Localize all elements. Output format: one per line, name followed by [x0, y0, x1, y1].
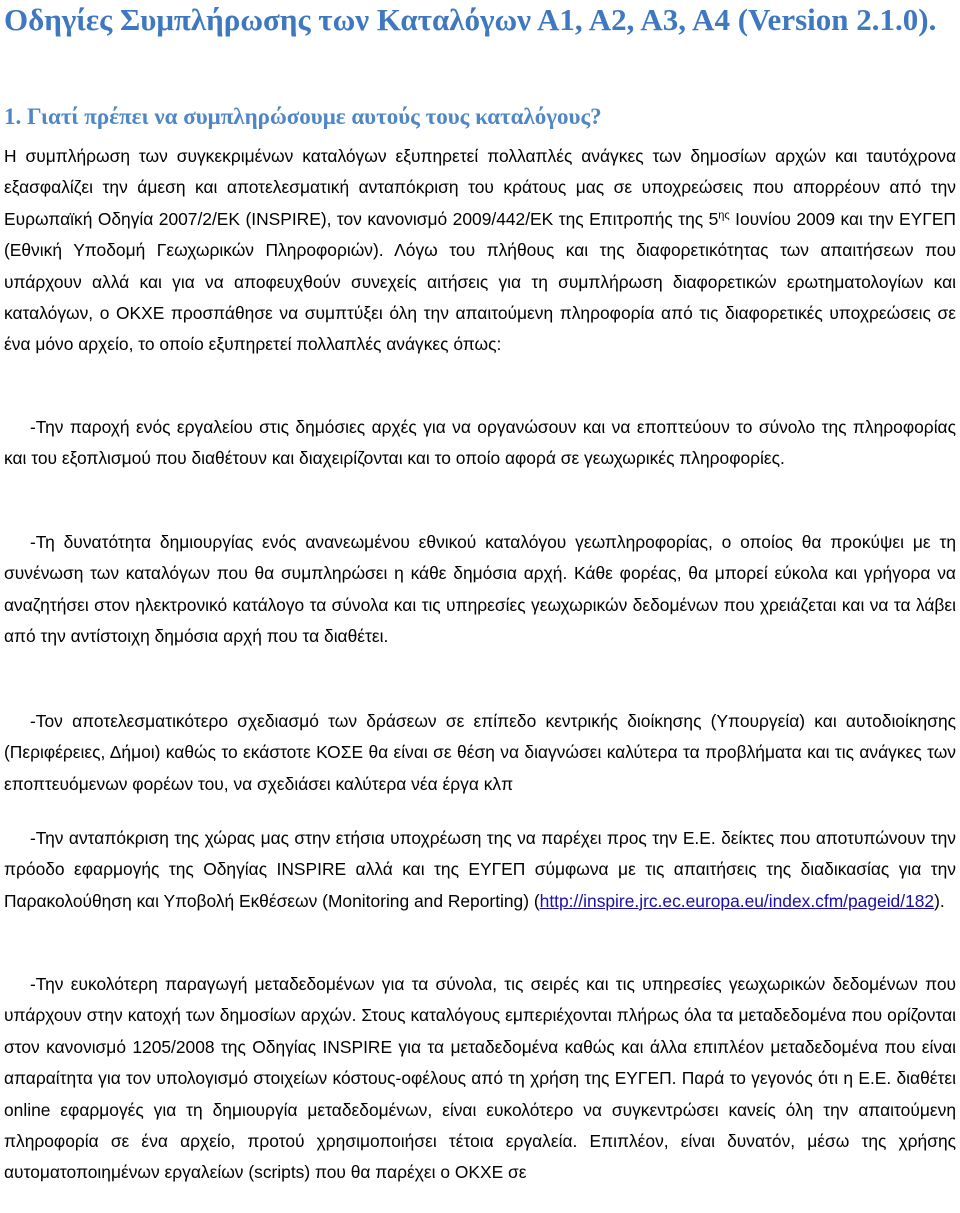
bullet-paragraph-national-catalog: -Τη δυνατότητα δημιουργίας ενός ανανεωμένου εθνικού καταλόγου γεωπληροφορίας, ο οποίος θα προκύψει με τη συνένωση των καταλόγων που θα συμπληρώσει η κάθε δημόσια αρχή. Κάθε φορέας, θα μπορεί εύκολα και γρήγορα να αναζητήσει στον ηλεκτρονικό κατάλογο τα σύνολα και τις υπηρεσίες γεωχωρικών δεδομένων που χρειάζεται και να τα λάβει από την αντίστοιχη δημόσια αρχή που τα διαθέτει.	[4, 532, 956, 647]
bullet-paragraph-planning: -Τον αποτελεσματικότερο σχεδιασμό των δράσεων σε επίπεδο κεντρικής διοίκησης (Υπουργεία) και αυτοδιοίκησης (Περιφέρειες, Δήμοι) καθώς το εκάστοτε ΚΟΣΕ θα είναι σε θέση να διαγνώσει καλύτερα τα προβλήματα και τις ανάγκες των εποπτευόμενων φορέων του, να σχεδιάσει καλύτερα νέα έργα κλπ	[4, 711, 956, 794]
bullet-paragraph-metadata: -Την ευκολότερη παραγωγή μεταδεδομένων για τα σύνολα, τις σειρές και τις υπηρεσίες γεωχωρικών δεδομένων που υπάρχουν στην κατοχή των δημοσίων αρχών. Στους καταλόγους εμπεριέχονται πλήρως όλα τα μεταδεδομένα που ορίζονται στον κανονισμό 1205/2008 της Οδηγίας INSPIRE για τα μεταδεδομένα καθώς και άλλα επιπλέον μεταδεδομένα που είναι απαραίτητα για τον υπολογισμό στοιχείων κόστους-οφέλους από τη χρήση της ΕΥΓΕΠ. Παρά το γεγονός ότι η Ε.Ε. διαθέτει online εφαρμογές για τη δημιουργία μεταδεδομένων, είναι ευκολότερο να συγκεντρώσει κανείς όλη την απαιτούμενη πληροφορία σε ένα αρχείο, προτού χρησιμοποιήσει τέτοια εργαλεία. Επιπλέον, είναι δυνατόν, μέσω της χρήσης αυτοματοποιημένων εργαλείων (scripts) που θα παρέχει ο ΟΚΧΕ σε	[4, 974, 956, 1183]
bullet-paragraph-tool: -Την παροχή ενός εργαλείου στις δημόσιες αρχές για να οργανώσουν και να εποπτεύουν το σύνολο της πληροφορίας και του εξοπλισμού που διαθέτουν και διαχειρίζονται και το οποίο αφορά σε γεωχωρικές πληροφορίες.	[4, 417, 956, 469]
reporting-text-start: -Την ανταπόκριση της χώρας μας στην ετήσια υποχρέωση της να παρέχει προς την Ε.Ε. δείκτες που αποτυπώνουν την πρόοδο εφαρμογής της Οδηγίας INSPIRE αλλά και της ΕΥΓΕΠ σύμφωνα με τις απαιτήσεις της διαδικασίας για την Παρακολούθηση και Υποβολή Εκθέσεων (Monitoring and Reporting) (	[4, 828, 956, 911]
reporting-text-end: ).	[934, 890, 945, 911]
intro-text-end: Ιουνίου 2009 και την ΕΥΓΕΠ (Εθνική Υποδομή Γεωχωρικών Πληροφοριών). Λόγω του πλήθους και της διαφορετικότητας των απαιτήσεων που υπάρχουν αλλά και για να αποφευχθούν συνεχείς αιτήσεις για τη συμπλήρωση διαφορετικών ερωτηματολογίων και καταλόγων, ο ΟΚΧΕ προσπάθησε να συμπτύξει όλη την απαιτούμενη πληροφορία από τις διαφορετικές υποχρεώσεις σε ένα μόνο αρχείο, το οποίο εξυπηρετεί πολλαπλές ανάγκες όπως:	[4, 208, 956, 355]
ordinal-superscript: ης	[718, 209, 730, 222]
document-title: Οδηγίες Συμπλήρωσης των Καταλόγων Α1, Α2, Α3, Α4 (Version 2.1.0).	[4, 2, 937, 37]
intro-text-start: Η συμπλήρωση των συγκεκριμένων καταλόγων εξυπηρετεί πολλαπλές ανάγκες των δημοσίων αρχών και ταυτόχρονα εξασφαλίζει την άμεση και αποτελεσματική ανταπόκριση του κράτους μας σε υποχρεώσεις που απορρέουν από την Ευρωπαϊκή Οδηγία 2007/2/ΕΚ (INSPIRE), τον κανονισμό 2009/442/ΕΚ της Επιτροπής της 5	[4, 146, 956, 229]
section-heading: 1. Γιατί πρέπει να συμπληρώσουμε αυτούς τους καταλόγους?	[4, 104, 602, 129]
intro-paragraph	[4, 141, 956, 361]
bullet-paragraph-reporting	[4, 823, 956, 917]
inspire-monitoring-link[interactable]: http://inspire.jrc.ec.europa.eu/index.cfm/pageid/182	[539, 890, 935, 911]
